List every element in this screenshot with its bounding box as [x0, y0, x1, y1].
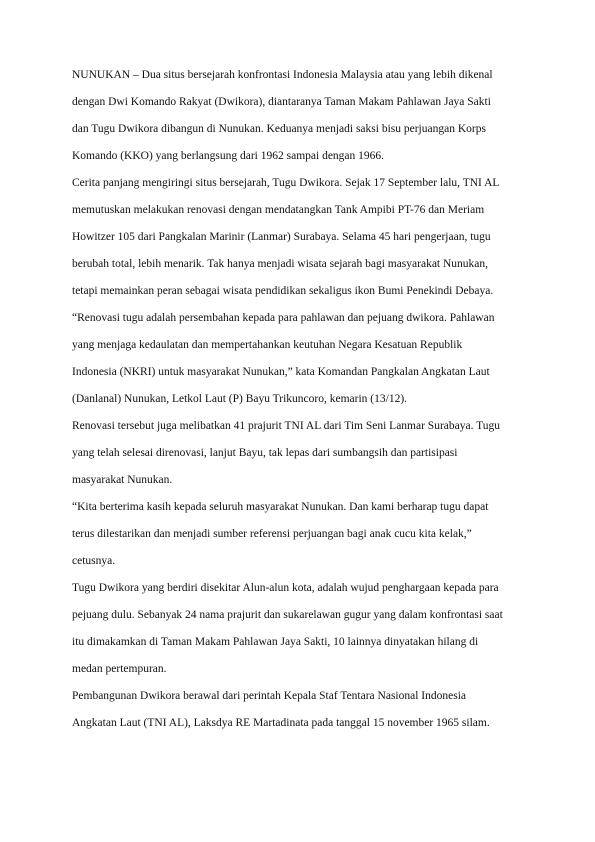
paragraph-4-line-2: pejuang dulu. Sebanyak 24 nama prajurit dan sukarelawan gugur yang dalam konfrontasi saat [72, 609, 503, 621]
paragraph-4-line-1: Tugu Dwikora yang berdiri disekitar Alun-alun kota, adalah wujud penghargaan kepada para [72, 582, 499, 594]
paragraph-2-line-4: berubah total, lebih menarik. Tak hanya menjadi wisata sejarah bagi masyarakat Nunukan, [72, 258, 489, 270]
paragraph-2-line-5: tetapi memainkan peran sebagai wisata pendidikan sekaligus ikon Bumi Penekindi Debaya. [72, 285, 494, 297]
paragraph-5-line-1: Pembangunan Dwikora berawal dari perintah Kepala Staf Tentara Nasional Indonesia [72, 690, 466, 702]
quote-1-line-1: “Renovasi tugu adalah persembahan kepada para pahlawan dan pejuang dwikora. Pahlawan [72, 312, 495, 324]
quote-1-line-2: yang menjaga kedaulatan dan mempertahankan keutuhan Negara Kesatuan Republik [72, 339, 463, 351]
paragraph-2-line-3: Howitzer 105 dari Pangkalan Marinir (Lanmar) Surabaya. Selama 45 hari pengerjaan, tugu [72, 231, 491, 243]
paragraph-4-line-3: itu dimakamkan di Taman Makam Pahlawan Jaya Sakti, 10 lainnya dinyatakan hilang di [72, 636, 479, 648]
paragraph-2-line-2: memutuskan melakukan renovasi dengan mendatangkan Tank Ampibi PT-76 dan Meriam [72, 204, 485, 216]
quote-2-line-3: cetusnya. [72, 555, 116, 567]
paragraph-3-line-1: Renovasi tersebut juga melibatkan 41 prajurit TNI AL dari Tim Seni Lanmar Surabaya. Tugu [72, 420, 500, 432]
paragraph-1-line-2: dengan Dwi Komando Rakyat (Dwikora), diantaranya Taman Makam Pahlawan Jaya Sakti [72, 96, 491, 108]
paragraph-3-line-2: yang telah selesai direnovasi, lanjut Bayu, tak lepas dari sumbangsih dan partisipasi [72, 447, 458, 459]
paragraph-1-line-1: NUNUKAN – Dua situs bersejarah konfrontasi Indonesia Malaysia atau yang lebih dikenal [72, 69, 493, 81]
quote-2-line-2: terus dilestarikan dan menjadi sumber referensi perjuangan bagi anak cucu kita kelak,” [72, 528, 472, 540]
quote-1-line-3: Indonesia (NKRI) untuk masyarakat Nunukan,” kata Komandan Pangkalan Angkatan Laut [72, 366, 490, 378]
paragraph-1-line-4: Komando (KKO) yang berlangsung dari 1962 sampai dengan 1966. [72, 150, 385, 162]
paragraph-5-line-2: Angkatan Laut (TNI AL), Laksdya RE Martadinata pada tanggal 15 november 1965 silam. [72, 717, 490, 729]
paragraph-4-line-4: medan pertempuran. [72, 663, 167, 675]
paragraph-3-line-3: masyarakat Nunukan. [72, 474, 173, 486]
paragraph-2-line-1: Cerita panjang mengiringi situs bersejarah, Tugu Dwikora. Sejak 17 September lalu, TNI AL [72, 177, 500, 189]
paragraph-1-line-3: dan Tugu Dwikora dibangun di Nunukan. Keduanya menjadi saksi bisu perjuangan Korps [72, 123, 486, 135]
quote-1-line-4: (Danlanal) Nunukan, Letkol Laut (P) Bayu Trikuncoro, kemarin (13/12). [72, 393, 408, 405]
quote-2-line-1: “Kita berterima kasih kepada seluruh masyarakat Nunukan. Dan kami berharap tugu dapat [72, 501, 489, 513]
